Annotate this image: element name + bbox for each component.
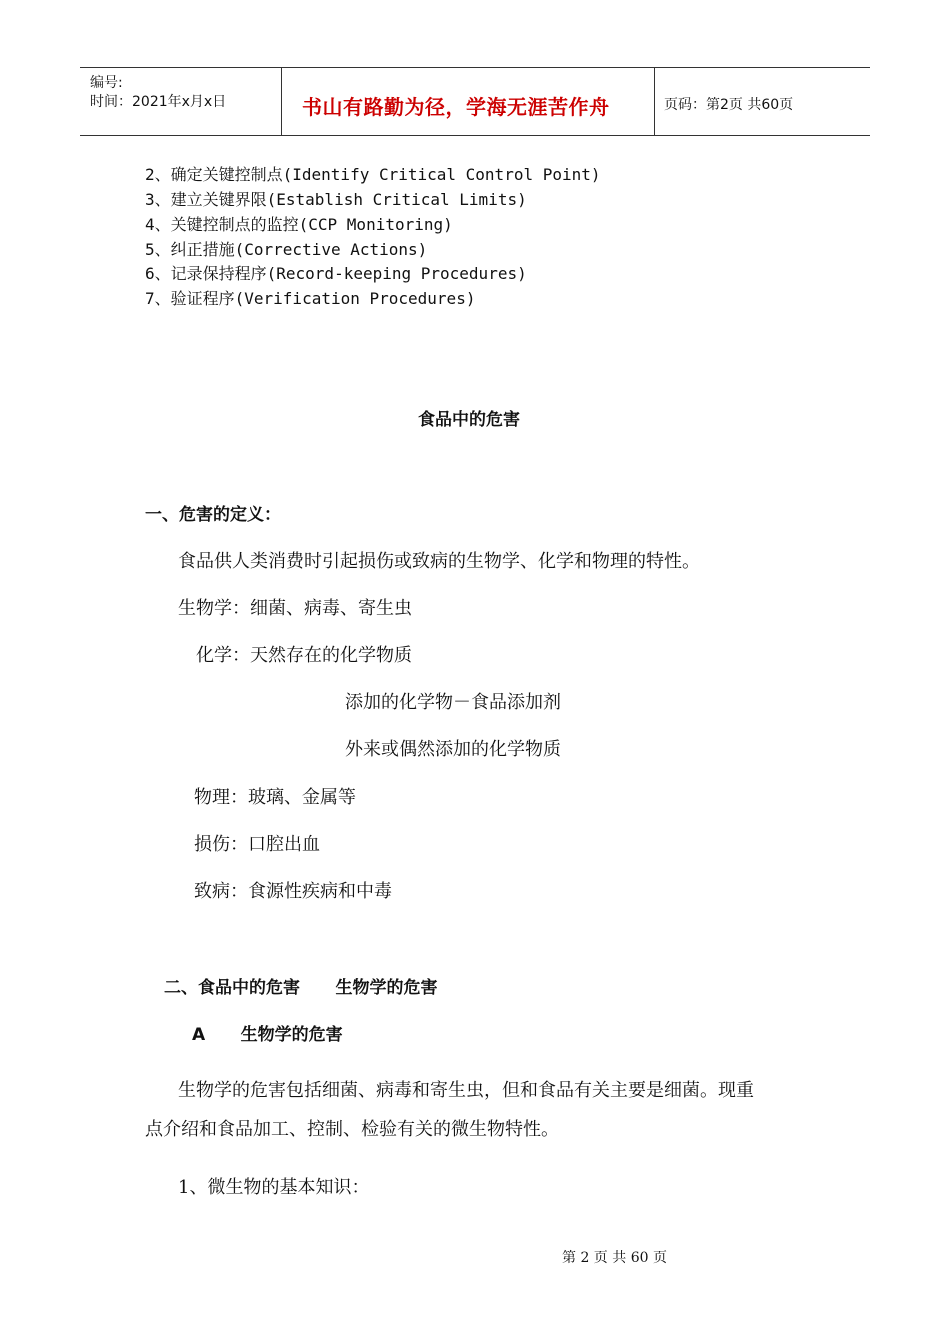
definition-text: 食品供人类消费时引起损伤或致病的生物学、化学和物理的特性。 — [178, 551, 700, 572]
footer-page-number: 第 2 页 共 60 页 — [562, 1250, 667, 1266]
header-page-label: 页码：第2页 共60页 — [664, 97, 794, 113]
step-item: 6、记录保持程序(Record-keeping Procedures) — [145, 264, 527, 283]
step-item: 4、关键控制点的监控(CCP Monitoring) — [145, 215, 453, 234]
section1-heading: 一、危害的定义： — [145, 505, 281, 525]
header-number-label: 编号: — [90, 75, 123, 91]
header-time-label: 时间：2021年x月x日 — [90, 94, 227, 110]
chemistry-line: 化学：天然存在的化学物质 — [196, 645, 412, 666]
list-item: 1、微生物的基本知识： — [178, 1177, 370, 1198]
step-item: 3、建立关键界限(Establish Critical Limits) — [145, 190, 527, 209]
section2-heading: 二、食品中的危害 生物学的危害 — [164, 978, 438, 998]
illness-line: 致病：食源性疾病和中毒 — [194, 881, 392, 902]
chemistry-foreign-line: 外来或偶然添加的化学物质 — [345, 739, 561, 760]
section2-subheading: A 生物学的危害 — [192, 1025, 343, 1045]
step-item: 2、确定关键控制点(Identify Critical Control Point) — [145, 165, 601, 184]
header-bottom-rule — [80, 135, 870, 136]
injury-line: 损伤：口腔出血 — [194, 834, 320, 855]
physical-line: 物理：玻璃、金属等 — [194, 787, 356, 808]
header-motto: 书山有路勤为径，学海无涯苦作舟 — [302, 95, 610, 119]
step-item: 5、纠正措施(Corrective Actions) — [145, 240, 428, 259]
section-title: 食品中的危害 — [418, 410, 520, 430]
header-divider-left — [281, 67, 282, 135]
header-top-rule — [80, 67, 870, 68]
step-item: 7、验证程序(Verification Procedures) — [145, 289, 476, 308]
chemistry-added-line: 添加的化学物－食品添加剂 — [345, 692, 561, 713]
header-divider-right — [654, 67, 655, 135]
paragraph-line: 点介绍和食品加工、控制、检验有关的微生物特性。 — [145, 1119, 559, 1140]
paragraph-line: 生物学的危害包括细菌、病毒和寄生虫，但和食品有关主要是细菌。现重 — [178, 1080, 754, 1101]
biology-line: 生物学：细菌、病毒、寄生虫 — [178, 598, 412, 619]
